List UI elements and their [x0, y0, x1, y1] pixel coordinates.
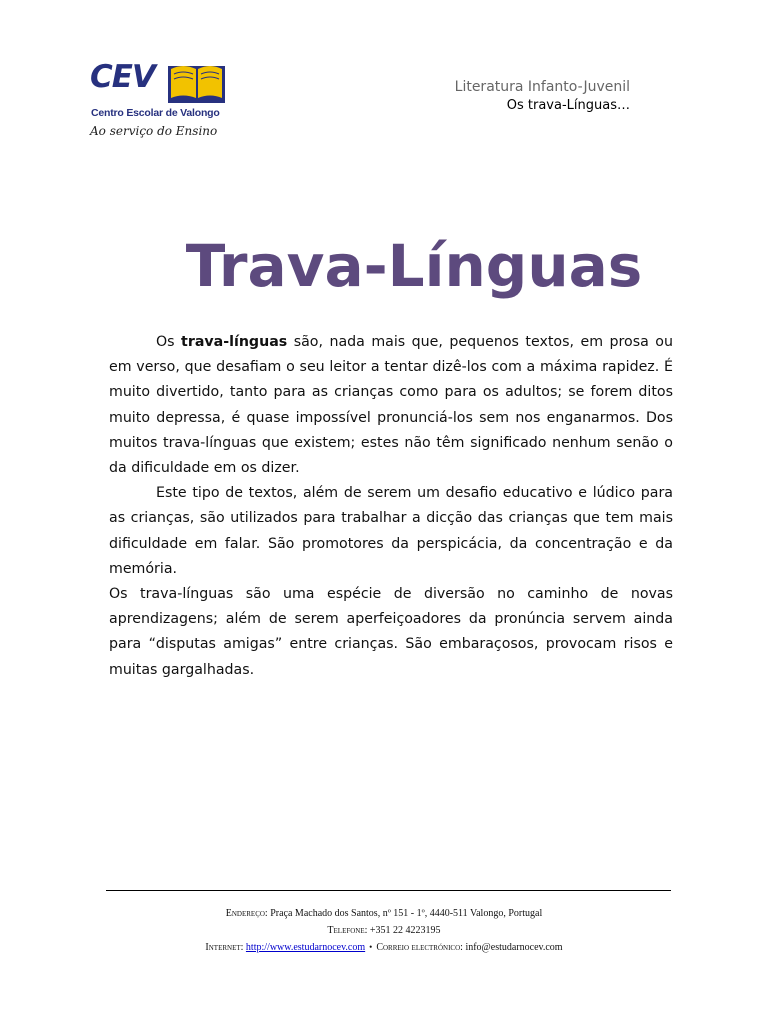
paragraph-1-rest: são, nada mais que, pequenos textos, em prosa ou em verso, que desafiam o seu leitor a tentar dizê-los com a máxima rapidez. É muito divertido, tanto para as crianças como para os adultos; se forem ditos muito depressa, é quase impossível pronunciá-los sem nos enganarmos. Dos muitos trava-línguas que existem; estes não têm significado nenhum senão o da dificuldade em os dizer. [109, 334, 673, 477]
paragraph-2: Este tipo de textos, além de serem um desafio educativo e lúdico para as crianças, são utilizados para trabalhar a dicção das crianças que tem mais dificuldade em falar. São promotores da perspicácia, da concentração e da memória. [109, 485, 673, 577]
email-value: info@estudarnocev.com [465, 942, 563, 953]
email-label: Correio electrónico: [376, 942, 463, 953]
website-link[interactable]: http://www.estudarnocev.com [245, 942, 366, 953]
paragraph-1-start: Os [156, 334, 182, 350]
footer-address [0, 906, 768, 923]
address-value: Praça Machado dos Santos, nº 151 - 1º, 4440-511 Valongo, Portugal [270, 908, 543, 919]
footer-divider [106, 890, 671, 891]
address-label: Endereço: [225, 908, 268, 919]
paragraph-1 [109, 330, 673, 481]
paragraph-3: Os trava-línguas são uma espécie de diversão no caminho de novas aprendizagens; além de serem aperfeiçoadores da pronúncia servem ainda para “disputas amigas” entre crianças. São embaraçosos, provocam risos e muitas gargalhadas. [109, 586, 673, 678]
header-section: Literatura Infanto-Juvenil [454, 79, 630, 95]
footer [0, 906, 768, 957]
phone-value: +351 22 4223195 [369, 924, 441, 936]
page-title: Trava-Línguas [185, 232, 643, 300]
document-header [455, 78, 630, 114]
cev-logo [90, 58, 230, 148]
logo-tagline: Ao serviço do Ensino [90, 124, 218, 138]
footer-contact [0, 939, 768, 957]
footer-phone [0, 923, 768, 940]
internet-label: Internet: [205, 942, 244, 953]
logo-mark: CEV [90, 59, 155, 95]
phone-label: Telefone: [327, 924, 368, 936]
open-book-icon [168, 60, 226, 104]
logo-name: Centro Escolar de Valongo [91, 107, 220, 119]
header-subtitle: Os trava-Línguas… [506, 98, 630, 113]
body-text [109, 330, 673, 683]
bold-term: trava-línguas [181, 334, 288, 350]
bullet-separator: • [369, 942, 373, 952]
